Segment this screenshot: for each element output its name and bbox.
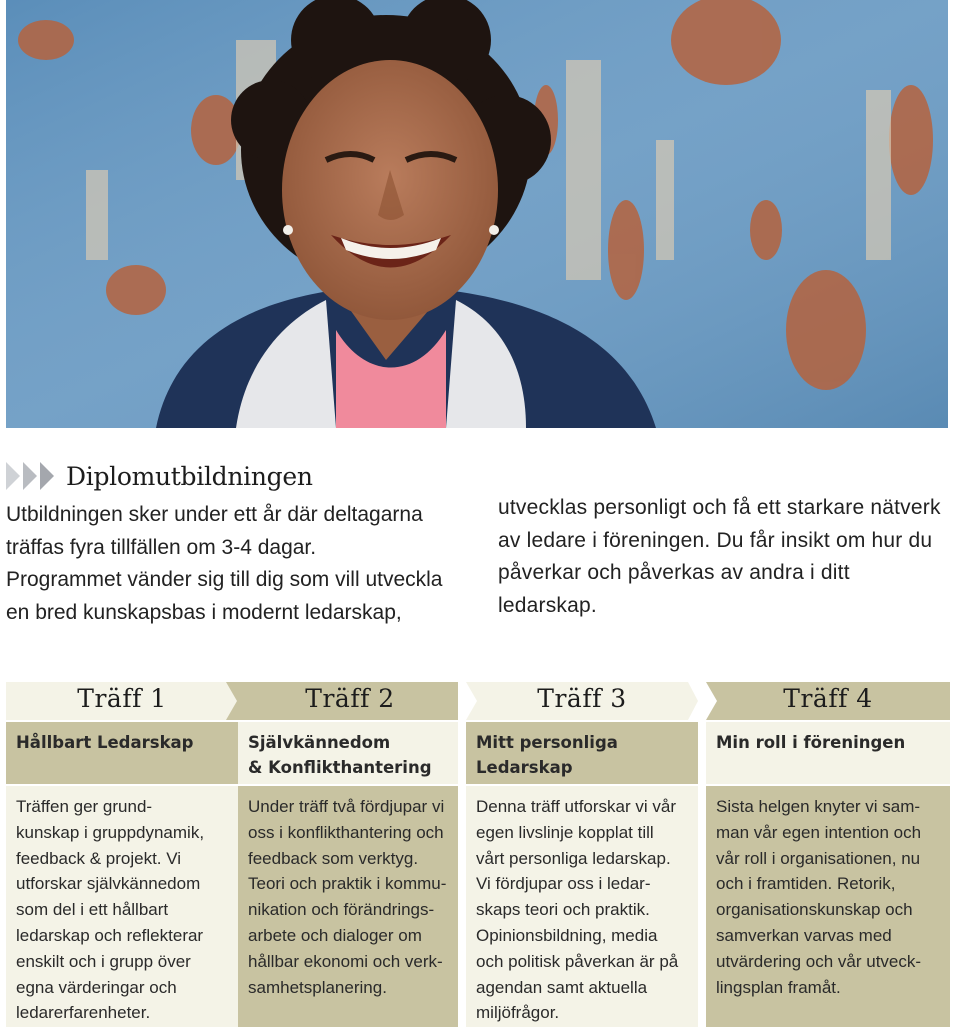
meeting-subtitle: Mitt personliga Ledarskap <box>466 722 698 784</box>
intro-text-left: Utbildningen sker under ett år där deltagarna träffas fyra tillfällen om 3-4 dagar. Programmet vänder sig till dig som vill utveckla en bred kunskapsbas i modernt ledarskap, <box>6 503 443 624</box>
meeting-description: Denna träff utforskar vi vår egen livslinje kopplat till vårt personliga ledarskap. Vi fördjupar oss i ledar- skaps teori och praktik. Opinionsbildning, media och politisk påverkan är på agendan samt aktuella miljöfrågor. <box>466 786 698 1027</box>
triple-chevron-icon <box>6 462 60 490</box>
meeting-description: Under träff två fördjupar vi oss i konflikthantering och feedback som verktyg. Teori och praktik i kommu- nikation och förändrings- arbete och dialoger om hållbar ekonomi och verk- samhetsplanering. <box>238 786 458 1027</box>
portrait-illustration <box>6 0 948 428</box>
meeting-description: Sista helgen knyter vi sam- man vår egen intention och vår roll i organisationen, nu och i framtiden. Retorik, organisationskunskap och samverkan varvas med utvärdering och vår utveck- lingsplan framåt. <box>706 786 950 1027</box>
schedule-table <box>6 682 950 1027</box>
schedule-column-1 <box>6 682 238 1027</box>
schedule-column-2 <box>226 682 458 1027</box>
meeting-title: Träff 3 <box>537 684 627 713</box>
meeting-subtitle: Hållbart Ledarskap <box>6 722 238 784</box>
section-heading: Diplomutbildningen <box>66 462 313 491</box>
meeting-title: Träff 4 <box>783 684 873 713</box>
intro-text-right: utvecklas personligt och få ett starkare nätverk av ledare i föreningen. Du får insikt om hur du påverkar och påverkas av andra i ditt ledarskap. <box>498 496 941 617</box>
schedule-column-3 <box>466 682 698 1027</box>
schedule-column-4 <box>706 682 950 1027</box>
meeting-description: Träffen ger grund- kunskap i gruppdynamik, feedback & projekt. Vi utforskar självkännedom som del i ett hållbart ledarskap och reflekterar enskilt och i grupp över egna värderingar och ledarerfarenheter. <box>6 786 238 1027</box>
meeting-title: Träff 2 <box>305 684 395 713</box>
meeting-title: Träff 1 <box>77 684 167 713</box>
meeting-subtitle: Min roll i föreningen <box>706 722 950 784</box>
portrait-photo <box>6 0 948 428</box>
meeting-subtitle: Självkännedom & Konflikthantering <box>238 722 458 784</box>
